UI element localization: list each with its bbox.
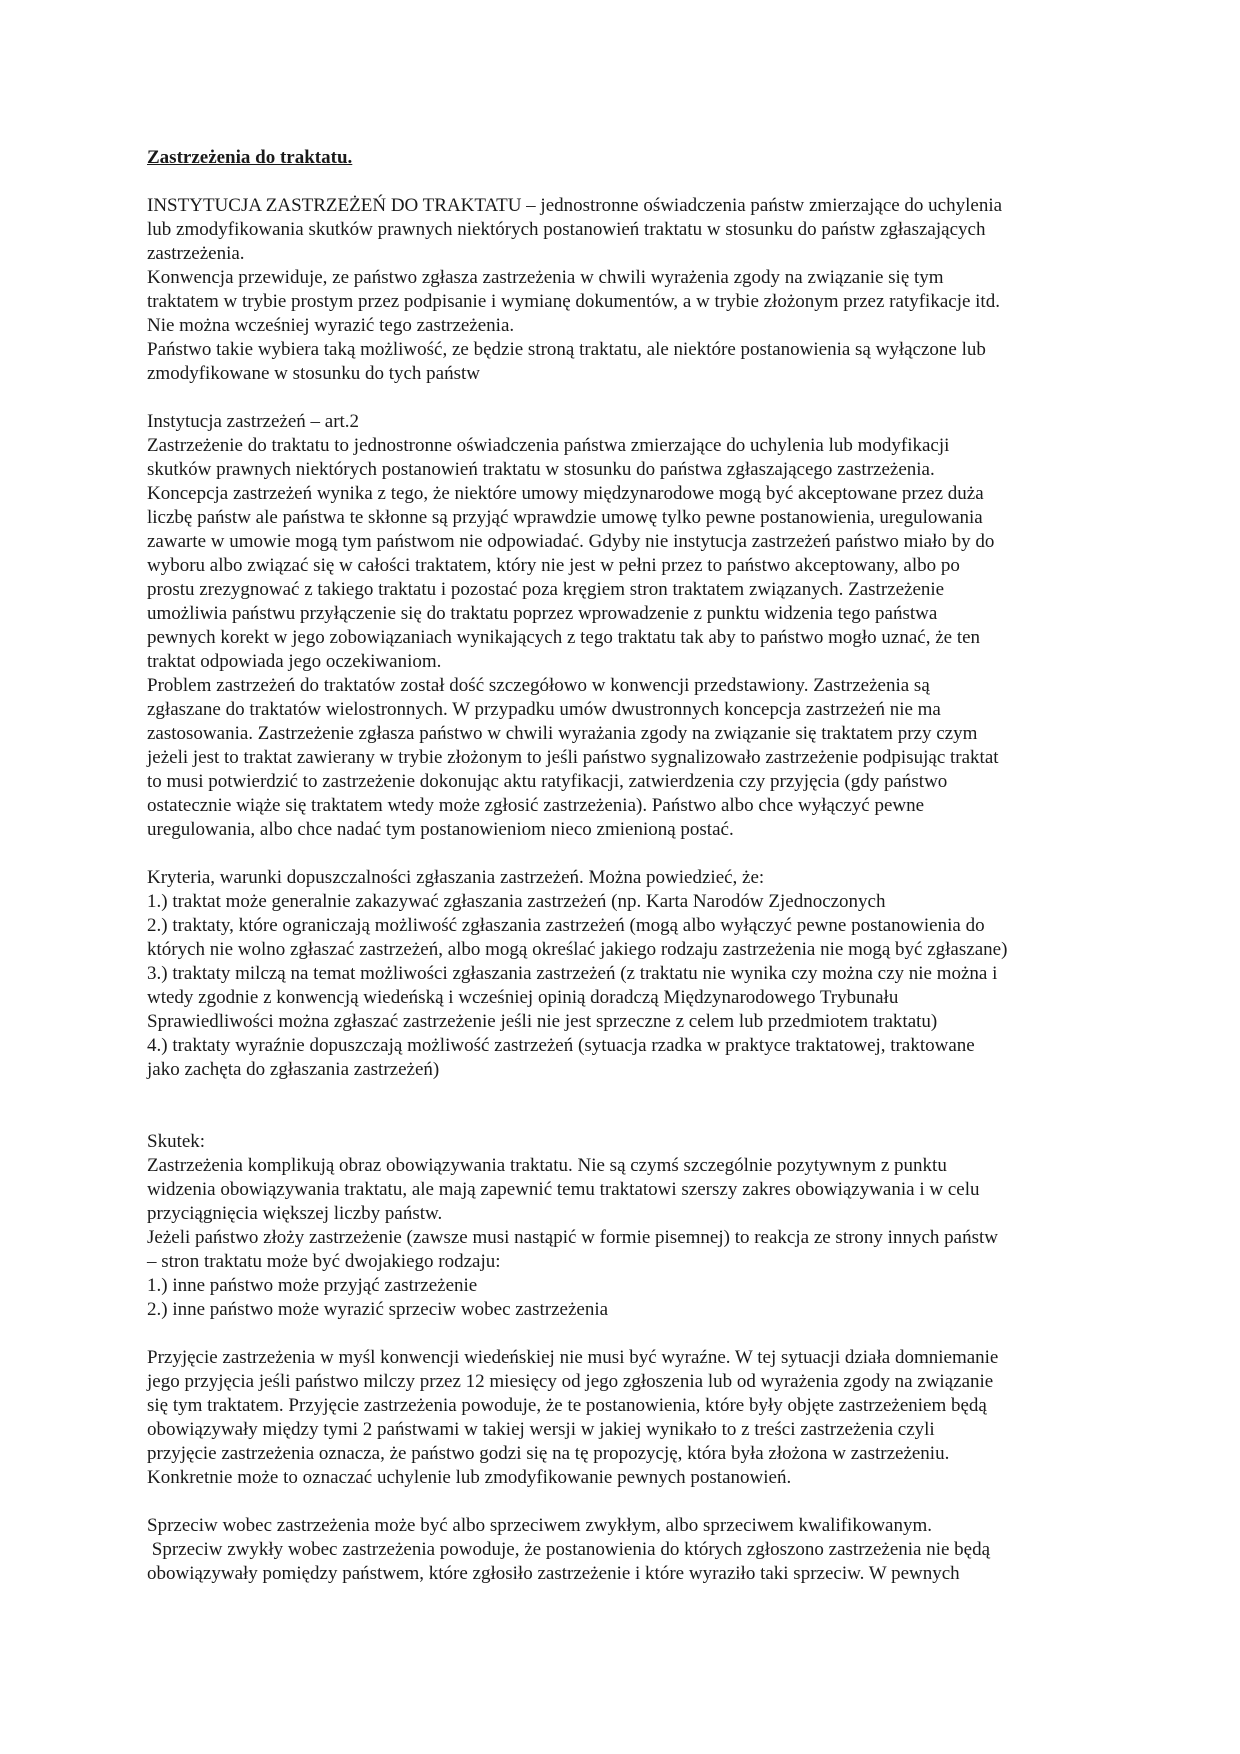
text-line: to musi potwierdzić to zastrzeżenie dokonując aktu ratyfikacji, zatwierdzenia czy przyjęcia (gdy państwo xyxy=(147,771,948,792)
text-line: zgłaszane do traktatów wielostronnych. W przypadku umów dwustronnych koncepcja zastrzeżeń nie ma xyxy=(147,699,941,720)
text-line: umożliwia państwu przyłączenie się do traktatu poprzez wprowadzenie z punktu widzenia tego państwa xyxy=(147,603,938,624)
spacer xyxy=(147,1322,1097,1346)
text-line: pewnych korekt w jego zobowiązaniach wynikających z tego traktatu tak aby to państwo mogło uznać, że ten xyxy=(147,627,981,648)
spacer xyxy=(147,386,1097,410)
spacer xyxy=(147,170,1097,194)
text-line: obowiązywały pomiędzy państwem, które zgłosiło zastrzeżenie i które wyraziło taki sprzeciw. W pewnych xyxy=(147,1563,960,1584)
text-line: zmodyfikowane w stosunku do tych państw xyxy=(147,363,480,384)
list-item: 3.) traktaty milczą na temat możliwości zgłaszania zastrzeżeń (z traktatu nie wynika czy można czy nie można i xyxy=(147,963,998,984)
text-line: Sprzeciw wobec zastrzeżenia może być albo sprzeciwem zwykłym, albo sprzeciwem kwalifikowanym. xyxy=(147,1515,933,1536)
spacer xyxy=(147,1490,1097,1514)
text-line: Zastrzeżenia komplikują obraz obowiązywania traktatu. Nie są czymś szczególnie pozytywnym z punktu xyxy=(147,1155,947,1176)
text-line: Kryteria, warunki dopuszczalności zgłaszania zastrzeżeń. Można powiedzieć, że: xyxy=(147,867,765,888)
paragraph-institution-definition xyxy=(147,194,1097,386)
list-item: 1.) traktat może generalnie zakazywać zgłaszania zastrzeżeń (np. Karta Narodów Zjednoczonych xyxy=(147,891,886,912)
spacer xyxy=(147,1082,1097,1106)
text-line: skutków prawnych niektórych postanowień traktatu w stosunku do państwa zgłaszającego zastrzeżenia. xyxy=(147,459,935,480)
text-line: INSTYTUCJA ZASTRZEŻEŃ DO TRAKTATU – jednostronne oświadczenia państw zmierzające do uchylenia xyxy=(147,195,1003,216)
text-line: liczbę państw ale państwa te skłonne są przyjąć wprawdzie umowę tylko pewne postanowienia, uregulowania xyxy=(147,507,983,528)
text-line: Konkretnie może to oznaczać uchylenie lub zmodyfikowanie pewnych postanowień. xyxy=(147,1467,792,1488)
text-line: wyboru albo związać się w całości traktatem, który nie jest w pełni przez to państwo akceptowany, albo po xyxy=(147,555,960,576)
text-line: Sprawiedliwości można zgłaszać zastrzeżenie jeśli nie jest sprzeczne z celem lub przedmiotem traktatu) xyxy=(147,1011,938,1032)
text-line: Państwo takie wybiera taką możliwość, ze będzie stroną traktatu, ale niektóre postanowienia są wyłączone lub xyxy=(147,339,986,360)
text-line: jego przyjęcia jeśli państwo milczy przez 12 miesięcy od jego zgłoszenia lub od wyrażenia zgody na związanie xyxy=(147,1371,994,1392)
text-line: Zastrzeżenie do traktatu to jednostronne oświadczenia państwa zmierzające do uchylenia lub modyfikacji xyxy=(147,435,950,456)
text-line: wtedy zgodnie z konwencją wiedeńską i wcześniej opinią doradczą Międzynarodowego Trybunału xyxy=(147,987,899,1008)
text-line: zawarte w umowie mogą tym państwom nie odpowiadać. Gdyby nie instytucja zastrzeżeń państwo miało by do xyxy=(147,531,995,552)
document-body xyxy=(147,146,1097,1586)
text-line: Nie można wcześniej wyrazić tego zastrzeżenia. xyxy=(147,315,515,336)
list-item: 1.) inne państwo może przyjąć zastrzeżenie xyxy=(147,1275,478,1296)
text-line: Problem zastrzeżeń do traktatów został dość szczegółowo w konwencji przedstawiony. Zastrzeżenia są xyxy=(147,675,930,696)
paragraph-acceptance xyxy=(147,1346,1097,1490)
text-line: przyjęcie zastrzeżenia oznacza, że państwo godzi się na tę propozycję, która była złożona w zastrzeżeniu. xyxy=(147,1443,950,1464)
text-line: się tym traktatem. Przyjęcie zastrzeżenia powoduje, że te postanowienia, które były objęte zastrzeżeniem będą xyxy=(147,1395,987,1416)
text-line: Przyjęcie zastrzeżenia w myśl konwencji wiedeńskiej nie musi być wyraźne. W tej sytuacji działa domniemanie xyxy=(147,1347,999,1368)
text-line: – stron traktatu może być dwojakiego rodzaju: xyxy=(147,1251,501,1272)
list-item: 2.) inne państwo może wyrazić sprzeciw wobec zastrzeżenia xyxy=(147,1299,609,1320)
paragraph-effect xyxy=(147,1130,1097,1322)
text-line: traktatem w trybie prostym przez podpisanie i wymianę dokumentów, a w trybie złożonym przez ratyfikacje itd. xyxy=(147,291,1000,312)
text-line: uregulowania, albo chce nadać tym postanowieniom nieco zmienioną postać. xyxy=(147,819,734,840)
document-title: Zastrzeżenia do traktatu. xyxy=(147,147,353,168)
paragraph-objection xyxy=(147,1514,1097,1586)
spacer xyxy=(147,842,1097,866)
text-line: traktat odpowiada jego oczekiwaniom. xyxy=(147,651,442,672)
text-line: Instytucja zastrzeżeń – art.2 xyxy=(147,411,360,432)
text-line: zastrzeżenia. xyxy=(147,243,245,264)
text-line: zastosowania. Zastrzeżenie zgłasza państwo w chwili wyrażania zgody na związanie się traktatem przy czym xyxy=(147,723,978,744)
text-line: widzenia obowiązywania traktatu, ale mają zapewnić temu traktatowi szerszy zakres obowiązywania i w celu xyxy=(147,1179,980,1200)
list-item: 4.) traktaty wyraźnie dopuszczają możliwość zastrzeżeń (sytuacja rzadka w praktyce traktatowej, traktowane xyxy=(147,1035,975,1056)
text-line: jeżeli jest to traktat zawierany w trybie złożonym to jeśli państwo sygnalizowało zastrzeżenie podpisując traktat xyxy=(147,747,999,768)
section-heading: Skutek: xyxy=(147,1131,206,1152)
text-line: przyciągnięcia większej liczby państw. xyxy=(147,1203,443,1224)
text-line: lub zmodyfikowania skutków prawnych niektórych postanowień traktatu w stosunku do państw zgłaszających xyxy=(147,219,986,240)
text-line: jako zachęta do zgłaszania zastrzeżeń) xyxy=(147,1059,440,1080)
text-line: Koncepcja zastrzeżeń wynika z tego, że niektóre umowy międzynarodowe mogą być akceptowane przez duża xyxy=(147,483,984,504)
text-line: ostatecznie wiąże się traktatem wtedy może zgłosić zastrzeżenia). Państwo albo chce wyłączyć pewne xyxy=(147,795,925,816)
spacer xyxy=(147,1106,1097,1130)
list-item: 2.) traktaty, które ograniczają możliwość zgłaszania zastrzeżeń (mogą albo wyłączyć pewne postanowienia do xyxy=(147,915,985,936)
text-line: których nie wolno zgłaszać zastrzeżeń, albo mogą określać jakiego rodzaju zastrzeżenia nie mogą być zgłaszane) xyxy=(147,939,1008,960)
paragraph-art2 xyxy=(147,410,1097,842)
paragraph-criteria xyxy=(147,866,1097,1082)
text-line: obowiązywały między tymi 2 państwami w takiej wersji w jakiej wynikało to z treści zastrzeżenia czyli xyxy=(147,1419,935,1440)
text-line: Konwencja przewiduje, ze państwo zgłasza zastrzeżenia w chwili wyrażenia zgody na związanie się tym xyxy=(147,267,944,288)
text-line: Sprzeciw zwykły wobec zastrzeżenia powoduje, że postanowienia do których zgłoszono zastrzeżenia nie będą xyxy=(147,1539,991,1560)
text-line: Jeżeli państwo złoży zastrzeżenie (zawsze musi nastąpić w formie pisemnej) to reakcja ze strony innych państw xyxy=(147,1227,998,1248)
text-line: prostu zrezygnować z takiego traktatu i pozostać poza kręgiem stron traktatem związanych. Zastrzeżenie xyxy=(147,579,945,600)
